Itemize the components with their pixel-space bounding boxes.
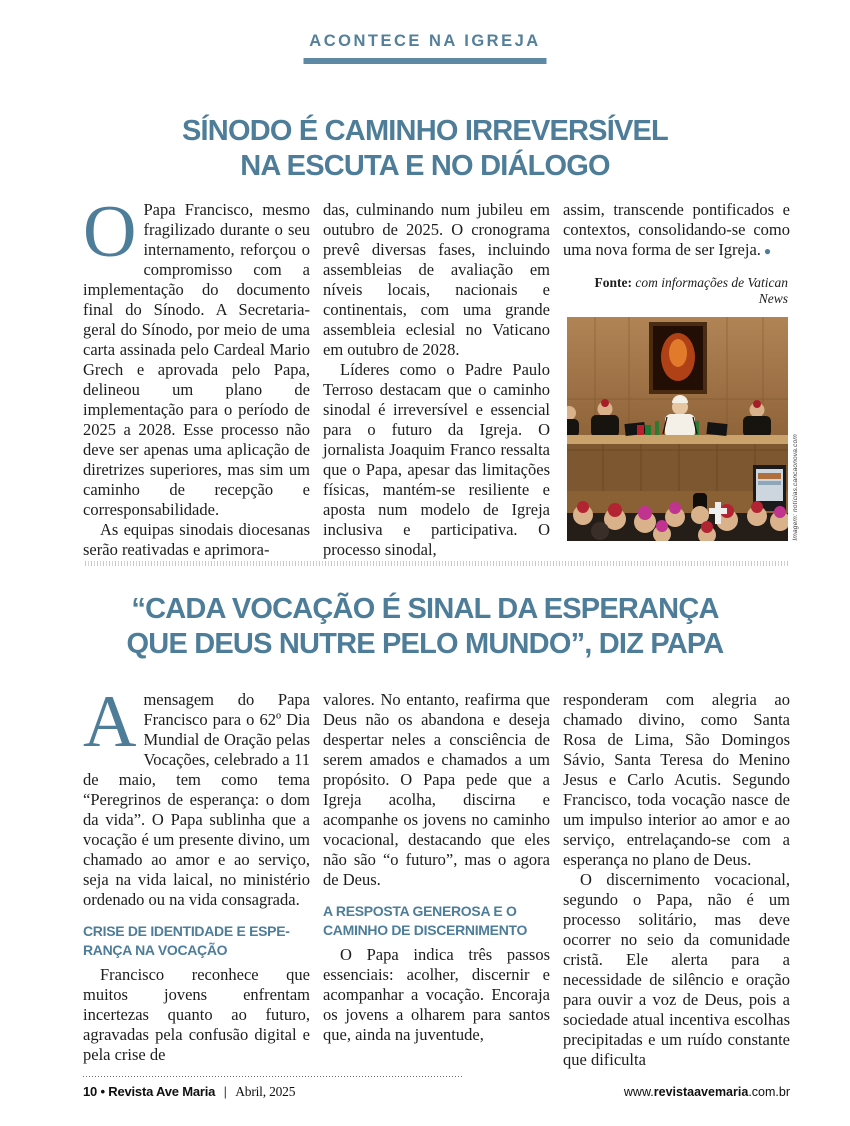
subhead-line: CAMINHO DE DISCERNIMENTO xyxy=(323,922,528,938)
source-line xyxy=(563,275,788,307)
paragraph-text: Francisco reconhece que muitos jovens enfrentam incertezas quanto ao futuro, agravadas pela confusão digital e pela crise de xyxy=(83,965,310,1064)
article2-title xyxy=(0,592,850,662)
article2-title-line1: “CADA VOCAÇÃO É SINAL DA ESPERANÇA xyxy=(131,593,719,625)
desk-top xyxy=(567,435,788,444)
article1-column-3 xyxy=(563,200,799,550)
article1-title-line2: NA ESCUTA E NO DIÁLOGO xyxy=(240,150,610,182)
section-kicker: ACONTECE NA IGREJA xyxy=(309,32,541,50)
paragraph-text: Líderes como o Padre Paulo Terroso destacam que o caminho sinodal é irreversível e essencial para o futuro da Igreja. O jornalista Joaquim Franco ressalta que o Papa, apesar das limitações físicas, mantém-se resiliente e aposta num modelo de Igreja inclusiva e participativa. O processo sinodal, xyxy=(323,360,550,559)
article1-title-line1: SÍNODO É CAMINHO IRREVERSÍVEL xyxy=(182,115,668,147)
article1-paragraph-4 xyxy=(323,360,550,560)
article2-column-1 xyxy=(83,681,310,1065)
magazine-name: Revista Ave Maria xyxy=(108,1084,216,1099)
paragraph-text: das, culminando num jubileu em outubro de 2025. O cronograma prevê diversas fases, incluindo assembleias de avaliação em níveis locais, nacionais e continentais, com uma grande assembleia eclesial no Vaticano em outubro de 2028. xyxy=(323,200,550,359)
url-name: revistaavemaria xyxy=(653,1085,749,1099)
dropcap-letter: A xyxy=(83,681,137,763)
paragraph-text: O discernimento vocacional, segundo o Papa, não é um processo solitário, mas deve ocorrer no seio da comunidade cristã. Ele alerta para a necessidade de silêncio e oração para ouvir a voz de Deus, pois a sociedade atual incentiva escolhas precipitadas e um ruído constante que dificulta xyxy=(563,870,790,1069)
article1-paragraph-5 xyxy=(563,200,790,261)
dropcap-letter: O xyxy=(83,191,137,273)
paragraph-text: responderam com alegria ao chamado divino, como Santa Rosa de Lima, São Domingos Sávio, Santa Teresa do Menino Jesus e Carlo Acutis. Segundo Francisco, toda vocação nasce de um impulso interior ao amor e ao serviço, entrelaçando-se com a esperança no plano de Deus. xyxy=(563,690,790,869)
subhead-crise-identidade xyxy=(83,922,310,960)
end-of-article-bullet-icon: ● xyxy=(763,244,772,258)
magazine-website xyxy=(624,1085,790,1099)
article2-paragraph-3 xyxy=(323,690,550,890)
page-number: 10 xyxy=(83,1084,98,1099)
article1-column-2 xyxy=(323,200,550,559)
article2-body xyxy=(83,681,790,1069)
page-footer xyxy=(83,1084,790,1100)
source-text: com informações de Vatican News xyxy=(632,275,788,306)
article2-paragraph-6 xyxy=(563,870,790,1070)
paragraph-text: valores. No entanto, reafirma que Deus não os abandona e deseja despertar neles a consciência de serem amados e chamados a um propósito. O Papa pede que a Igreja acolha, discirna e acompanhe os jovens no caminho vocacional, destacando que eles não são “o futuro”, mas o agora de Deus. xyxy=(323,690,550,889)
article2-paragraph-1 xyxy=(83,681,310,910)
article1-title xyxy=(0,114,850,184)
article1-paragraph-2 xyxy=(83,520,310,560)
paragraph-text: mensagem do Papa Francisco para o 62º Dia Mundial de Oração pelas Vocações, celebrado a 11 de maio, tem como tema “Peregrinos de esperança: o dom da vida”. O Papa sublinha que a vocação é um presente divino, um chamado ao amor e ao serviço, seja na vida laical, no ministério ordenado ou na vida consagrada. xyxy=(83,690,310,909)
article2-title-line2: QUE DEUS NUTRE PELO MUNDO”, DIZ PAPA xyxy=(126,628,724,660)
paragraph-text: O Papa indica três passos essenciais: acolher, discernir e acompanhar a vocação. Encoraja os jovens a olharem para santos que, ainda na juventude, xyxy=(323,945,550,1044)
footer-dotted-rule xyxy=(83,1076,462,1077)
article1-paragraph-3 xyxy=(323,200,550,360)
footer-folio xyxy=(83,1084,295,1100)
subhead-line: CRISE DE IDENTIDADE E ESPE- xyxy=(83,923,290,939)
subhead-line: A RESPOSTA GENEROSA E O xyxy=(323,903,517,919)
painting xyxy=(649,322,707,394)
article2-paragraph-5 xyxy=(563,690,790,870)
paragraph-text: Papa Francisco, mesmo fragilizado durante o seu internamento, reforçou o compromisso com a implementação do documento final do Sínodo. A Secretaria-geral do Sínodo, por meio de uma carta assinada pelo Cardeal Mario Grech e aprovada pelo Papa, delineou um plano de implementação para o período de 2025 a 2028. Esse processo não deve ser apenas uma aplicação de diretrizes superiores, mas sim um caminho de recepção e corresponsabilidade. xyxy=(83,200,310,519)
url-tld: .com.br xyxy=(748,1085,790,1099)
article2-column-2 xyxy=(323,690,550,1065)
article1-body xyxy=(83,191,799,559)
article2-paragraph-4 xyxy=(323,945,550,1045)
article2-column-3 xyxy=(563,690,790,1069)
paragraph-text: As equipas sinodais diocesanas serão reativadas e aprimora- xyxy=(83,520,310,559)
synod-photo-illustration xyxy=(567,317,788,541)
source-label: Fonte: xyxy=(594,275,633,290)
article2-paragraph-2 xyxy=(83,965,310,1065)
article1-column-1 xyxy=(83,191,310,559)
issue-date: Abril, 2025 xyxy=(235,1084,296,1099)
article1-paragraph-1 xyxy=(83,191,310,520)
photo-credit: Imagem: notícias.cancaonova.com xyxy=(792,434,799,541)
subhead-line: RANÇA NA VOCAÇÃO xyxy=(83,942,228,958)
kicker-underline-bar xyxy=(304,58,547,64)
subhead-resposta-generosa xyxy=(323,902,550,940)
folio-bullet: • xyxy=(100,1084,105,1099)
article-divider-rule xyxy=(85,561,790,566)
paragraph-text: assim, transcende pontificados e contextos, consolidando-se como uma nova forma de ser Igreja. xyxy=(563,200,790,259)
synod-assembly-photo xyxy=(567,317,799,541)
folio-separator: | xyxy=(223,1084,227,1099)
url-prefix: www. xyxy=(623,1085,654,1099)
